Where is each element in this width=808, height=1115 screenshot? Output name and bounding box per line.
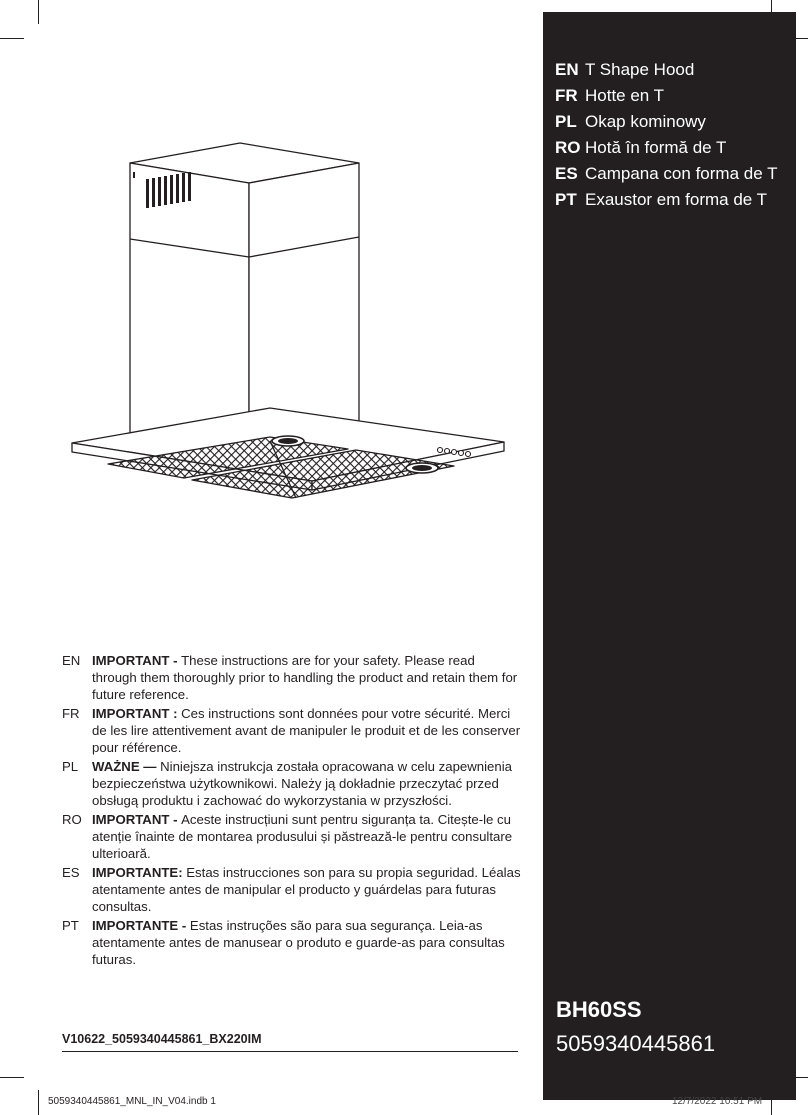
model-number: BH60SS xyxy=(556,997,642,1022)
safety-notice-pt xyxy=(62,917,522,968)
title-row-fr xyxy=(555,83,795,108)
crop-mark xyxy=(38,1090,39,1115)
safety-notice-list xyxy=(62,652,522,970)
product-title: Hotte en T xyxy=(585,86,665,105)
language-code: PL xyxy=(62,759,79,774)
notice-heading: WAŻNE — xyxy=(92,759,161,774)
notice-text: Aceste instrucțiuni sunt pentru siguranța ta. Citește-le cu atenție înainte de montarea produsului și păstrează-le pentru consultare ulterioară. xyxy=(92,812,513,861)
title-row-pt xyxy=(555,187,795,212)
document-file-id: V10622_5059340445861_BX220IM xyxy=(62,1032,262,1046)
notice-heading: IMPORTANT - xyxy=(92,653,182,668)
crop-mark xyxy=(0,38,24,39)
safety-notice-fr xyxy=(62,705,522,756)
product-title: Hotă în formă de T xyxy=(585,138,727,157)
language-code: FR xyxy=(62,706,80,721)
notice-heading: IMPORTANT : xyxy=(92,706,182,721)
language-code: RO xyxy=(555,138,581,157)
safety-notice-en xyxy=(62,652,522,703)
language-code: PT xyxy=(555,190,577,209)
title-row-es xyxy=(555,161,795,186)
language-code: RO xyxy=(62,812,82,827)
print-slug-file: 5059340445861_MNL_IN_V04.indb 1 xyxy=(48,1096,216,1107)
product-title: T Shape Hood xyxy=(585,60,695,79)
print-slug-date: 12/7/2022 10:51 PM xyxy=(672,1096,763,1107)
crop-mark xyxy=(38,0,39,24)
notice-text: Estas instruções são para sua segurança. Leia-as atentamente antes de manusear o produto e guarde-as para consultas futuras. xyxy=(92,918,505,967)
notice-text: Estas instrucciones son para su propia seguridad. Léalas atentamente antes de manipular el producto y guárdelas para futuras consultas. xyxy=(92,865,521,914)
safety-notice-pl xyxy=(62,758,522,809)
product-title-list xyxy=(555,57,795,212)
notice-heading: IMPORTANT - xyxy=(92,812,182,827)
language-code: EN xyxy=(62,653,81,668)
product-title: Okap kominowy xyxy=(585,112,706,131)
notice-body xyxy=(92,652,522,703)
notice-body xyxy=(92,864,522,915)
hood-illustration xyxy=(66,136,516,516)
language-code: ES xyxy=(62,865,80,880)
title-row-ro xyxy=(555,135,795,160)
product-title: Campana con forma de T xyxy=(585,164,778,183)
safety-notice-ro xyxy=(62,811,522,862)
language-code: ES xyxy=(555,164,578,183)
language-code: EN xyxy=(555,60,579,79)
notice-body xyxy=(92,917,522,968)
notice-body xyxy=(92,705,522,756)
title-row-en xyxy=(555,57,795,82)
divider xyxy=(62,1051,518,1052)
language-code: FR xyxy=(555,86,578,105)
notice-text: Ces instructions sont données pour votre sécurité. Merci de les lire attentivement avant de manipuler le produit et de les conserver pour référence. xyxy=(92,706,521,755)
notice-body xyxy=(92,758,522,809)
notice-heading: IMPORTANTE - xyxy=(92,918,190,933)
notice-body xyxy=(92,811,522,862)
safety-notice-es xyxy=(62,864,522,915)
notice-text: These instructions are for your safety. Please read through them thoroughly prior to handling the product and retain them for future reference. xyxy=(92,653,518,702)
crop-mark xyxy=(0,1077,24,1078)
product-title: Exaustor em forma de T xyxy=(585,190,768,209)
notice-heading: IMPORTANTE: xyxy=(92,865,187,880)
language-code: PL xyxy=(555,112,577,131)
barcode-number: 5059340445861 xyxy=(556,1031,716,1056)
notice-text: Niniejsza instrukcja została opracowana w celu zapewnienia bezpieczeństwa użytkownikowi. Należy ją dokładnie przeczytać przed obsługą produktu i zachować do wykorzystania w przyszłości. xyxy=(92,759,512,808)
language-code: PT xyxy=(62,918,79,933)
title-row-pl xyxy=(555,109,795,134)
